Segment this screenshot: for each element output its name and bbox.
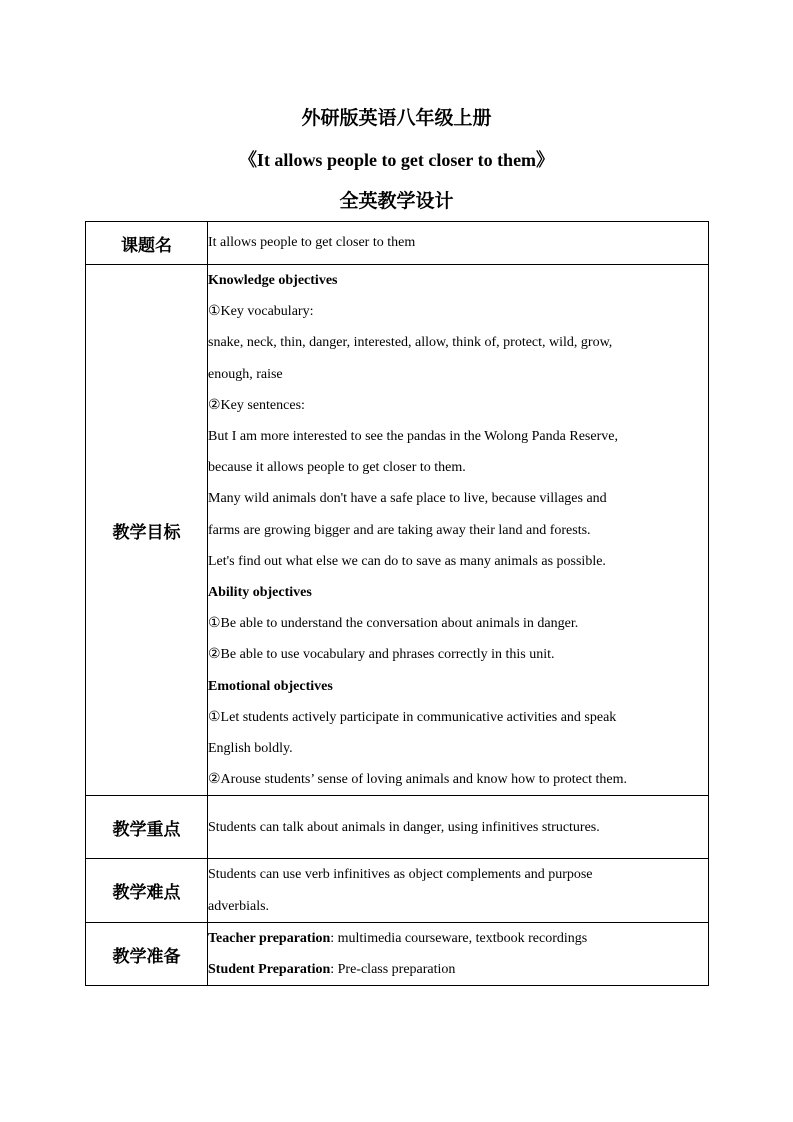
key-points-label: 教学重点 [86, 796, 208, 859]
topic-value [208, 222, 709, 265]
teacher-preparation-label: Teacher preparation [208, 930, 331, 946]
emotional-item: ①Let students actively participate in communicative activities and speak [208, 709, 617, 725]
emotional-item: ②Arouse students’ sense of loving animals and know how to protect them. [208, 772, 627, 788]
emotional-objectives-heading: Emotional objectives [208, 678, 333, 694]
emotional-item: English boldly. [208, 741, 293, 757]
sentences-heading: ②Key sentences: [208, 397, 305, 413]
sentence-line: But I am more interested to see the pandas in the Wolong Panda Reserve, [208, 429, 618, 445]
objectives-label: 教学目标 [86, 265, 208, 796]
table-row-key-points [86, 796, 709, 859]
sentence-line: because it allows people to get closer to them. [208, 460, 466, 476]
objectives-content [208, 265, 709, 796]
student-preparation [208, 954, 708, 985]
key-points-content [208, 796, 709, 859]
teacher-preparation-text: : multimedia courseware, textbook recordings [330, 930, 588, 946]
sentence-line: Many wild animals don't have a safe place to live, because villages and [208, 491, 607, 507]
student-preparation-label: Student Preparation [208, 962, 331, 978]
difficult-points-line: adverbials. [208, 898, 270, 914]
difficult-points-content [208, 859, 709, 922]
preparation-label: 教学准备 [86, 922, 208, 985]
ability-item: ①Be able to understand the conversation about animals in danger. [208, 616, 579, 632]
difficult-points-label: 教学难点 [86, 859, 208, 922]
student-preparation-text: : Pre-class preparation [330, 962, 456, 978]
teacher-preparation [208, 923, 708, 954]
vocab-line: enough, raise [208, 366, 283, 382]
ability-objectives-heading: Ability objectives [208, 585, 312, 601]
table-row-preparation [86, 922, 709, 985]
difficult-points-line: Students can use verb infinitives as object complements and purpose [208, 867, 593, 883]
topic-label: 课题名 [86, 222, 208, 265]
document-title: 外研版英语八年级上册 [301, 107, 492, 129]
lesson-plan-table [85, 221, 709, 986]
knowledge-objectives-heading: Knowledge objectives [208, 273, 338, 288]
sentence-line: farms are growing bigger and are taking away their land and forests. [208, 522, 591, 538]
sentence-line: Let's find out what else we can do to save as many animals as possible. [208, 553, 606, 569]
document-subtitle: 全英教学设计 [339, 190, 454, 212]
lesson-title: 《It allows people to get closer to them》 [238, 150, 555, 170]
vocab-line: snake, neck, thin, danger, interested, allow, think of, protect, wild, grow, [208, 335, 613, 351]
table-row-difficult-points [86, 859, 709, 922]
key-points-text: Students can talk about animals in danger, using infinitives structures. [208, 819, 600, 835]
table-row-topic [86, 222, 709, 265]
table-row-objectives [86, 265, 709, 796]
vocab-heading: ①Key vocabulary: [208, 304, 314, 320]
ability-item: ②Be able to use vocabulary and phrases correctly in this unit. [208, 647, 555, 663]
preparation-content [208, 922, 709, 985]
topic-text: It allows people to get closer to them [208, 235, 416, 251]
